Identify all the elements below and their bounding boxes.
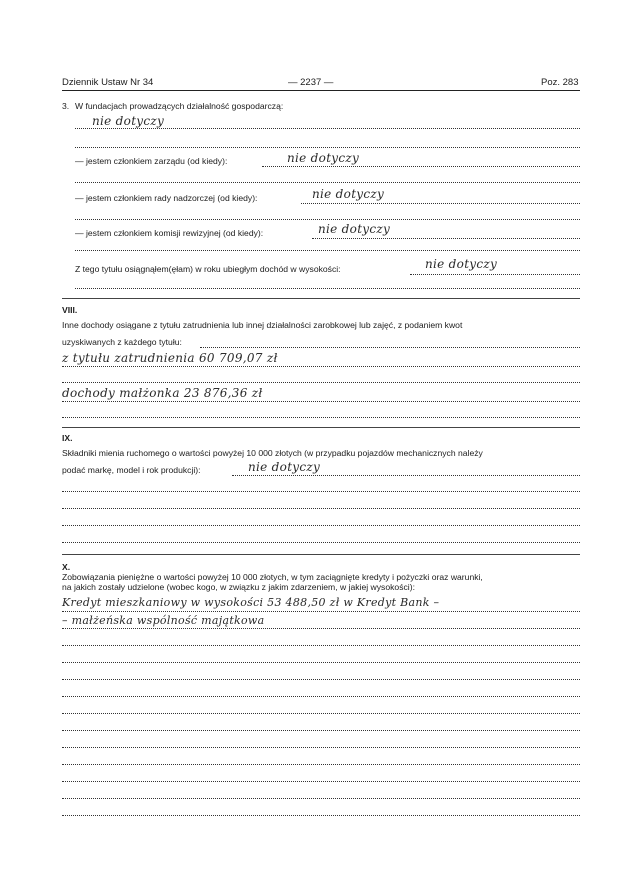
dotted-line [62, 508, 580, 509]
dotted-line [262, 166, 580, 167]
section-x-entry-2: – małżeńska wspólność majątkowa [62, 614, 265, 627]
dotted-line [62, 525, 580, 526]
income-label: Z tego tytułu osiągnąłem(ęłam) w roku ubiegłym dochód w wysokości: [75, 264, 341, 274]
dotted-line [62, 366, 580, 367]
section-x-number: X. [62, 562, 71, 572]
section-ix-number: IX. [62, 433, 73, 443]
section-viii-entry-2: dochody małżonka 23 876,36 zł [62, 386, 263, 400]
dotted-line [75, 128, 580, 129]
page-number: — 2237 — [288, 77, 334, 88]
dotted-line [75, 182, 580, 183]
item-number: 3. [62, 101, 70, 111]
section-separator [62, 427, 580, 428]
section-viii-text-line2: uzyskiwanych z każdego tytułu: [62, 337, 182, 347]
section-viii-number: VIII. [62, 305, 78, 315]
dotted-line [62, 611, 580, 612]
dotted-line [312, 238, 580, 239]
dotted-line [62, 781, 580, 782]
dotted-line [410, 274, 580, 275]
board-member-answer: nie dotyczy [287, 151, 360, 165]
position-number: Poz. 283 [541, 77, 579, 88]
dotted-line [232, 475, 580, 476]
section-ix-text-line1: Składniki mienia ruchomego o wartości powyżej 10 000 złotych (w przypadku pojazdów mechanicznych należy [62, 448, 483, 458]
header-rule [62, 90, 580, 91]
dotted-line [62, 645, 580, 646]
dotted-line [200, 347, 580, 348]
audit-committee-answer: nie dotyczy [318, 222, 391, 236]
dotted-line [62, 696, 580, 697]
dotted-line [62, 764, 580, 765]
journal-title: Dziennik Ustaw Nr 34 [62, 77, 154, 88]
foundations-title: W fundacjach prowadzących działalność gospodarczą: [75, 101, 284, 111]
dotted-line [62, 679, 580, 680]
board-member-label: — jestem członkiem zarządu (od kiedy): [75, 156, 228, 166]
dotted-line [62, 382, 580, 383]
section-ix-answer: nie dotyczy [248, 460, 321, 474]
dotted-line [62, 542, 580, 543]
section-x-text-line1: Zobowiązania pieniężne o wartości powyżej 10 000 złotych, w tym zaciągnięte kredyty i pożyczki oraz warunki, [62, 572, 483, 582]
audit-committee-label: — jestem członkiem komisji rewizyjnej (od kiedy): [75, 228, 264, 238]
income-answer: nie dotyczy [425, 257, 498, 271]
dotted-line [75, 219, 580, 220]
foundations-answer: nie dotyczy [92, 114, 165, 128]
dotted-line [301, 203, 580, 204]
supervisory-board-answer: nie dotyczy [312, 187, 385, 201]
section-ix-text-line2: podać markę, model i rok produkcji): [62, 465, 201, 475]
supervisory-board-label: — jestem członkiem rady nadzorczej (od kiedy): [75, 193, 258, 203]
dotted-line [75, 147, 580, 148]
dotted-line [62, 747, 580, 748]
dotted-line [62, 730, 580, 731]
section-viii-text-line1: Inne dochody osiągane z tytułu zatrudnienia lub innej działalności zarobkowej lub zajęć, z podaniem kwot [62, 320, 463, 330]
section-separator [62, 298, 580, 299]
section-viii-entry-1: z tytułu zatrudnienia 60 709,07 zł [62, 351, 278, 365]
dotted-line [62, 628, 580, 629]
dotted-line [75, 250, 580, 251]
dotted-line [75, 288, 580, 289]
section-x-text-line2: na jakich zostały udzielone (wobec kogo, w związku z jakim zdarzeniem, w jakiej wysokości): [62, 582, 415, 592]
dotted-line [62, 491, 580, 492]
dotted-line [62, 713, 580, 714]
dotted-line [62, 417, 580, 418]
dotted-line [62, 401, 580, 402]
dotted-line [62, 798, 580, 799]
dotted-line [62, 815, 580, 816]
section-x-entry-1: Kredyt mieszkaniowy w wysokości 53 488,50 zł w Kredyt Bank – [62, 596, 440, 609]
section-separator [62, 554, 580, 555]
dotted-line [62, 662, 580, 663]
